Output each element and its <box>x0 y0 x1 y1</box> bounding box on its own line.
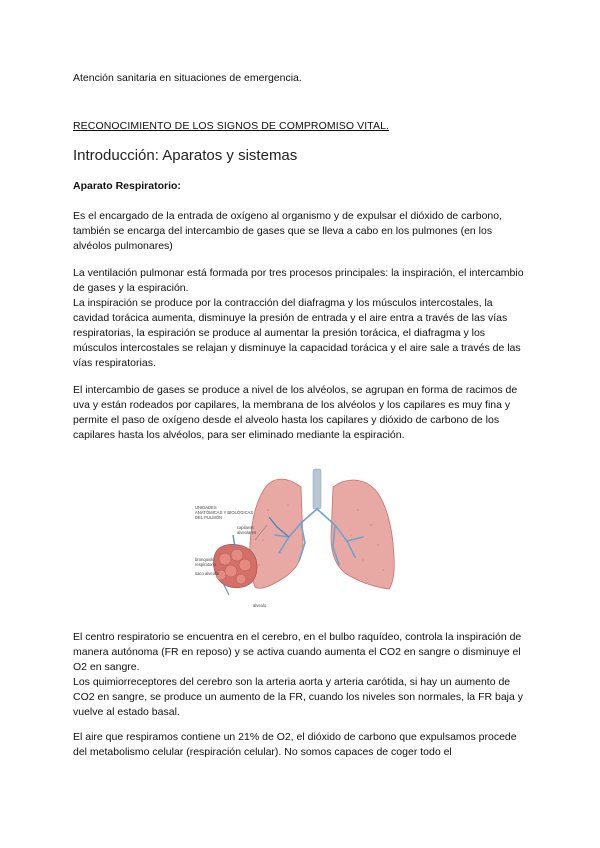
paragraph: El intercambio de gases se produce a nivel de los alvéolos, se agrupan en forma de racimos de uva y están rodeados por capilares, la membrana de los alvéolos y los capilares es muy fina y permite el paso de oxígeno desde el alveolo hasta los capilares y dióxido de carbono de los capilares hasta los alvéolos, para ser eliminado mediante la espiración. <box>73 384 518 441</box>
intro-title: Introducción: Aparatos y sistemas <box>73 147 298 164</box>
label-units-sub2: DEL PULMÓN <box>195 515 223 520</box>
paragraph: La ventilación pulmonar está formada por tres procesos principales: la inspiración, el intercambio de gases y la espiración. La inspiración se produce por la contracción del diafragma y los músculos intercostales, la cavidad torácica aumenta, disminuye la presión de entrada y el aire entra a través de las vías respiratorias, la espiración se produce al aumentar la presión torácica, el diafragma y los músculos intercostales se relajan y disminuye la capacidad torácica y el aire sale a través de las vías respiratorias. <box>73 267 524 369</box>
label-alveolar: alveolares <box>237 530 257 535</box>
section-title: RECONOCIMIENTO DE LOS SIGNOS DE COMPROMISO VITAL. <box>73 120 390 132</box>
trachea <box>313 469 321 509</box>
label-alveolus: alveolo <box>253 603 267 608</box>
paragraph: El aire que respiramos contiene un 21% de O2, el dióxido de carbono que expulsamos procede del metabolismo celular (respiración celular). No somos capaces de coger todo el <box>73 731 517 758</box>
label-capillaries: capilares <box>237 525 254 530</box>
right-lung <box>331 480 394 589</box>
left-lung <box>250 479 303 588</box>
label-respiratory: respiratorio <box>195 562 216 567</box>
label-alveolar-sac: saco alveolar <box>195 571 220 576</box>
label-bronchiole: bronquiolo <box>195 557 215 562</box>
document-header: Atención sanitaria en situaciones de emergencia. <box>73 72 302 84</box>
lung-illustration <box>193 465 411 611</box>
paragraph: El centro respiratorio se encuentra en el cerebro, en el bulbo raquídeo, controla la inspiración de manera autónoma (FR en reposo) y se activa cuando aumenta el CO2 en sangre o disminuye el O2 en sangre. Los quimiorreceptores del cerebro son la arteria aorta y arteria carótida, si hay un aumento de CO2 en sangre, se produce un aumento de la FR, cuando los niveles son normales, la FR baja y vuelve al estado basal. <box>73 631 523 718</box>
subsection-title: Aparato Respiratorio: <box>73 180 181 192</box>
paragraph: Es el encargado de la entrada de oxígeno al organismo y de expulsar el dióxido de carbono, también se encarga del intercambio de gases que se lleva a cabo en los pulmones (en los alvéolos pulmonares) <box>73 210 503 252</box>
label-units-title: UNIDADES <box>195 505 217 510</box>
label-units-sub1: ANATÓMICAS Y BIOLÓGICAS <box>195 510 254 515</box>
